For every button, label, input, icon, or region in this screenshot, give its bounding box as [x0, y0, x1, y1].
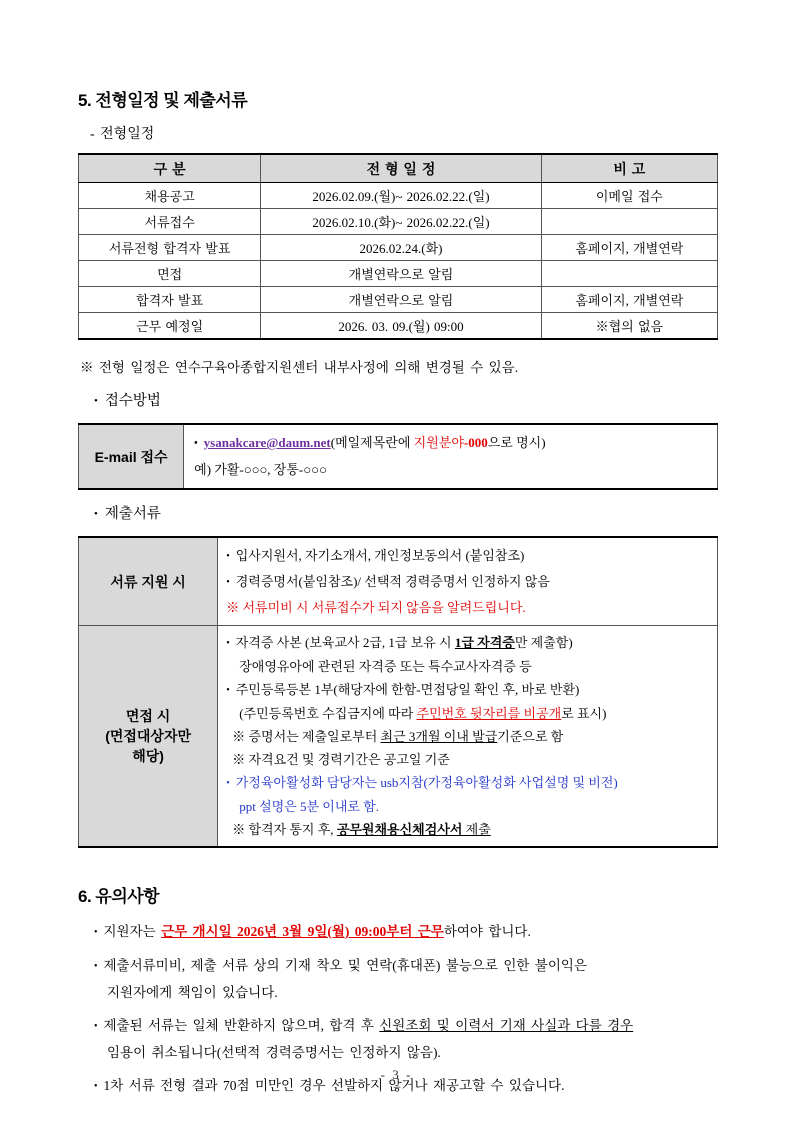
- interview-line5-pre: ※ 증명서는 제출일로부터: [232, 729, 381, 744]
- bullet-icon: •: [94, 395, 98, 407]
- email-line2: 예) 가활-○○○, 장통-○○○: [194, 462, 327, 477]
- schedule-header-remarks: 비 고: [541, 154, 717, 183]
- apply-line2: 경력증명서(붙임참조)/ 선택적 경력증명서 인정하지 않음: [235, 574, 550, 589]
- table-cell: 면접: [79, 261, 261, 287]
- bullet-icon: •: [226, 577, 230, 588]
- interview-line4-em: 주민번호 뒷자리를 비공개: [416, 706, 562, 721]
- table-cell: 2026. 03. 09.(월) 09:00: [261, 313, 541, 340]
- bullet-icon: •: [94, 961, 98, 972]
- section6-title: 6. 유의사항: [78, 887, 160, 906]
- docs-apply-label: 서류 지원 시: [79, 537, 218, 626]
- table-cell: ※협의 없음: [541, 313, 717, 340]
- schedule-change-note: ※ 전형 일정은 연수구육아종합지원센터 내부사정에 의해 변경될 수 있음.: [80, 360, 519, 375]
- notice-item: [94, 919, 718, 946]
- docs-interview-content: [218, 626, 718, 848]
- bullet-icon: •: [94, 1081, 98, 1092]
- schedule-header-category: 구 분: [79, 154, 261, 183]
- interview-label-line3: 해당): [132, 748, 164, 764]
- interview-line6: ※ 자격요건 및 경력기간은 공고일 기준: [232, 752, 450, 767]
- notice1-pre: 지원자는: [103, 924, 162, 939]
- interview-line8: ppt 설명은 5분 이내로 함.: [239, 799, 380, 814]
- interview-line5-post: 기준으로 함: [497, 729, 564, 744]
- docs-interview-label: [79, 626, 218, 848]
- page-number: - 3 -: [380, 1067, 413, 1082]
- email-line1-code: -000: [463, 435, 488, 450]
- email-line1: [194, 430, 707, 457]
- interview-line1-pre: 자격증 사본 (보육교사 2급, 1급 보유 시: [235, 635, 455, 650]
- apply-line1: 입사지원서, 자기소개서, 개인정보동의서 (붙임참조): [235, 548, 525, 563]
- email-line1-tail: 으로 명시): [487, 435, 546, 450]
- table-cell: [541, 209, 717, 235]
- bullet-icon: •: [94, 1021, 98, 1032]
- email-table: [78, 423, 718, 490]
- section5-title: 5. 전형일정 및 제출서류: [78, 91, 248, 110]
- table-cell: 합격자 발표: [79, 287, 261, 313]
- interview-line2: 장애영유아에 관련된 자격증 또는 특수교사자격증 등: [239, 659, 532, 674]
- docs-row-apply: [79, 537, 718, 626]
- table-cell: 개별연락으로 알림: [261, 261, 541, 287]
- notice3-line2: 임용이 취소됩니다(선택적 경력증명서는 인정하지 않음).: [107, 1045, 441, 1060]
- table-cell: 서류전형 합격자 발표: [79, 235, 261, 261]
- interview-line1-post: 만 제출함): [514, 635, 573, 650]
- interview-line9-em: 공무원채용신체검사서: [336, 822, 463, 837]
- notice3-pre: 제출된 서류는 일체 반환하지 않으며, 합격 후: [103, 1018, 380, 1033]
- table-row: [79, 235, 718, 261]
- bullet-icon: •: [226, 551, 230, 562]
- notice-item: [94, 953, 718, 1006]
- schedule-header-dates: 전 형 일 정: [261, 154, 541, 183]
- notice1-post: 하여야 합니다.: [443, 924, 531, 939]
- interview-line4-post: 로 표시): [561, 706, 607, 721]
- email-line1-field: 지원분야: [413, 435, 464, 450]
- notice1-em: 근무 개시일 2026년 3월 9일(월) 09:00부터 근무: [161, 924, 444, 939]
- email-row: [79, 424, 718, 489]
- table-row: [79, 313, 718, 340]
- bullet-icon: •: [94, 927, 98, 938]
- table-cell: 2026.02.24.(화): [261, 235, 541, 261]
- table-row: [79, 209, 718, 235]
- docs-row-interview: [79, 626, 718, 848]
- table-cell: 이메일 접수: [541, 183, 717, 209]
- email-link[interactable]: ysanakcare@daum.net: [203, 435, 331, 450]
- table-cell: [541, 261, 717, 287]
- interview-line5-em: 최근 3개월 이내 발급: [380, 729, 498, 744]
- submit-heading-label: 제출서류: [104, 506, 161, 522]
- email-row-content: [184, 424, 718, 489]
- schedule-table: [78, 153, 718, 340]
- method-heading: [94, 389, 718, 410]
- submit-heading: [94, 502, 718, 523]
- table-row: [79, 183, 718, 209]
- bullet-icon: •: [226, 638, 230, 649]
- interview-label-line2: (면접대상자만: [105, 728, 191, 744]
- bullet-icon: •: [226, 778, 230, 789]
- schedule-header-row: [79, 154, 718, 183]
- table-row: [79, 287, 718, 313]
- table-row: [79, 261, 718, 287]
- notice2-line1: 제출서류미비, 제출 서류 상의 기재 착오 및 연락(휴대폰) 불능으로 인한 불이익은: [103, 958, 587, 973]
- notice2-line2: 지원자에게 책임이 있습니다.: [107, 985, 278, 1000]
- email-row-label: E-mail 접수: [79, 424, 184, 489]
- apply-line3-warning: ※ 서류미비 시 서류접수가 되지 않음을 알려드립니다.: [226, 600, 526, 615]
- table-cell: 홈페이지, 개별연락: [541, 235, 717, 261]
- interview-line4-pre: (주민등록번호 수집금지에 따라: [239, 706, 417, 721]
- notice3-em: 신원조회 및 이력서 기재 사실과 다를 경우: [379, 1018, 634, 1033]
- documents-table: [78, 536, 718, 848]
- table-cell: 개별연락으로 알림: [261, 287, 541, 313]
- interview-line9-post: 제출: [462, 822, 491, 837]
- table-cell: 2026.02.10.(화)~ 2026.02.22.(일): [261, 209, 541, 235]
- table-cell: 채용공고: [79, 183, 261, 209]
- bullet-icon: •: [226, 685, 230, 696]
- table-cell: 2026.02.09.(월)~ 2026.02.22.(일): [261, 183, 541, 209]
- notice-item: [94, 1013, 718, 1066]
- schedule-subtitle: - 전형일정: [90, 127, 155, 142]
- interview-line1-em: 1급 자격증: [454, 635, 515, 650]
- notice4-text: 1차 서류 전형 결과 70점 미만인 경우 선발하지 않거나 재공고할 수 있습니다.: [103, 1078, 565, 1093]
- interview-line9-em-wrap: [337, 822, 491, 837]
- method-heading-label: 접수방법: [104, 393, 161, 409]
- interview-line9-pre: ※ 합격자 통지 후,: [232, 822, 337, 837]
- bullet-icon: •: [194, 438, 198, 449]
- email-line1-mid: (메일제목란에: [330, 435, 414, 450]
- interview-label-line1: 면접 시: [125, 708, 171, 724]
- bullet-icon: •: [94, 508, 98, 520]
- table-cell: 서류접수: [79, 209, 261, 235]
- interview-line3: 주민등록등본 1부(해당자에 한함-면접당일 확인 후, 바로 반환): [235, 682, 580, 697]
- interview-line7: 가정육아활성화 담당자는 usb지참(가정육아활성화 사업설명 및 비전): [235, 775, 618, 790]
- table-cell: 근무 예정일: [79, 313, 261, 340]
- docs-apply-content: [218, 537, 718, 626]
- table-cell: 홈페이지, 개별연락: [541, 287, 717, 313]
